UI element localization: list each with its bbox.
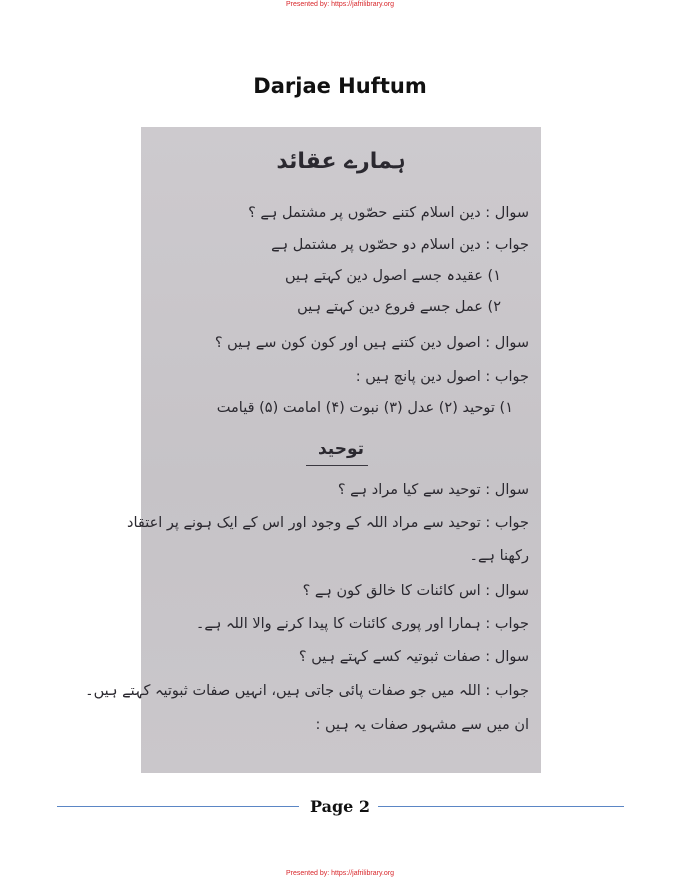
presented-by-header[interactable]: Presented by: https://jafrilibrary.org (285, 1, 395, 8)
urdu-subheading: توحید (317, 439, 365, 459)
urdu-heading: ہمارے عقائد (276, 149, 406, 174)
document-title: Darjae Huftum (253, 74, 427, 98)
text-line: جواب : ہمارا اور پوری کائنات کا پیدا کرنے والا اللہ ہے۔ (195, 616, 529, 632)
text-line: جواب : اصول دین پانچ ہیں : (355, 369, 529, 385)
text-line: ان میں سے مشہور صفات یہ ہیں : (315, 717, 529, 733)
subheading-underline (306, 465, 368, 466)
text-line: جواب : اللہ میں جو صفات پائی جاتی ہیں، انہیں صفات ثبوتیہ کہتے ہیں۔ (85, 683, 529, 699)
text-line: جواب : توحید سے مراد اللہ کے وجود اور اس کے ایک ہونے پر اعتقاد (127, 515, 529, 531)
text-line: سوال : اصول دین کتنے ہیں اور کون کون سے ہیں ؟ (214, 335, 529, 351)
presented-by-footer[interactable]: Presented by: https://jafrilibrary.org (285, 870, 395, 877)
text-line: ۱) توحید (۲) عدل (۳) نبوت (۴) امامت (۵) قیامت (216, 400, 513, 416)
text-line: ۲) عمل جسے فروع دین کہتے ہیں (297, 299, 501, 315)
text-line: ۱) عقیدہ جسے اصول دین کہتے ہیں (284, 268, 501, 284)
text-line: سوال : دین اسلام کتنے حصّوں پر مشتمل ہے ؟ (248, 205, 529, 221)
text-line: سوال : اس کائنات کا خالق کون ہے ؟ (302, 583, 529, 599)
footer-rule-right (378, 806, 624, 807)
text-line: سوال : صفات ثبوتیہ کسے کہتے ہیں ؟ (298, 649, 529, 665)
text-line: رکھنا ہے۔ (469, 548, 529, 564)
page-number: Page 2 (309, 797, 371, 816)
scanned-page-image (85, 127, 541, 773)
text-line: سوال : توحید سے کیا مراد ہے ؟ (337, 482, 529, 498)
text-line: جواب : دین اسلام دو حصّوں پر مشتمل ہے (271, 237, 529, 253)
